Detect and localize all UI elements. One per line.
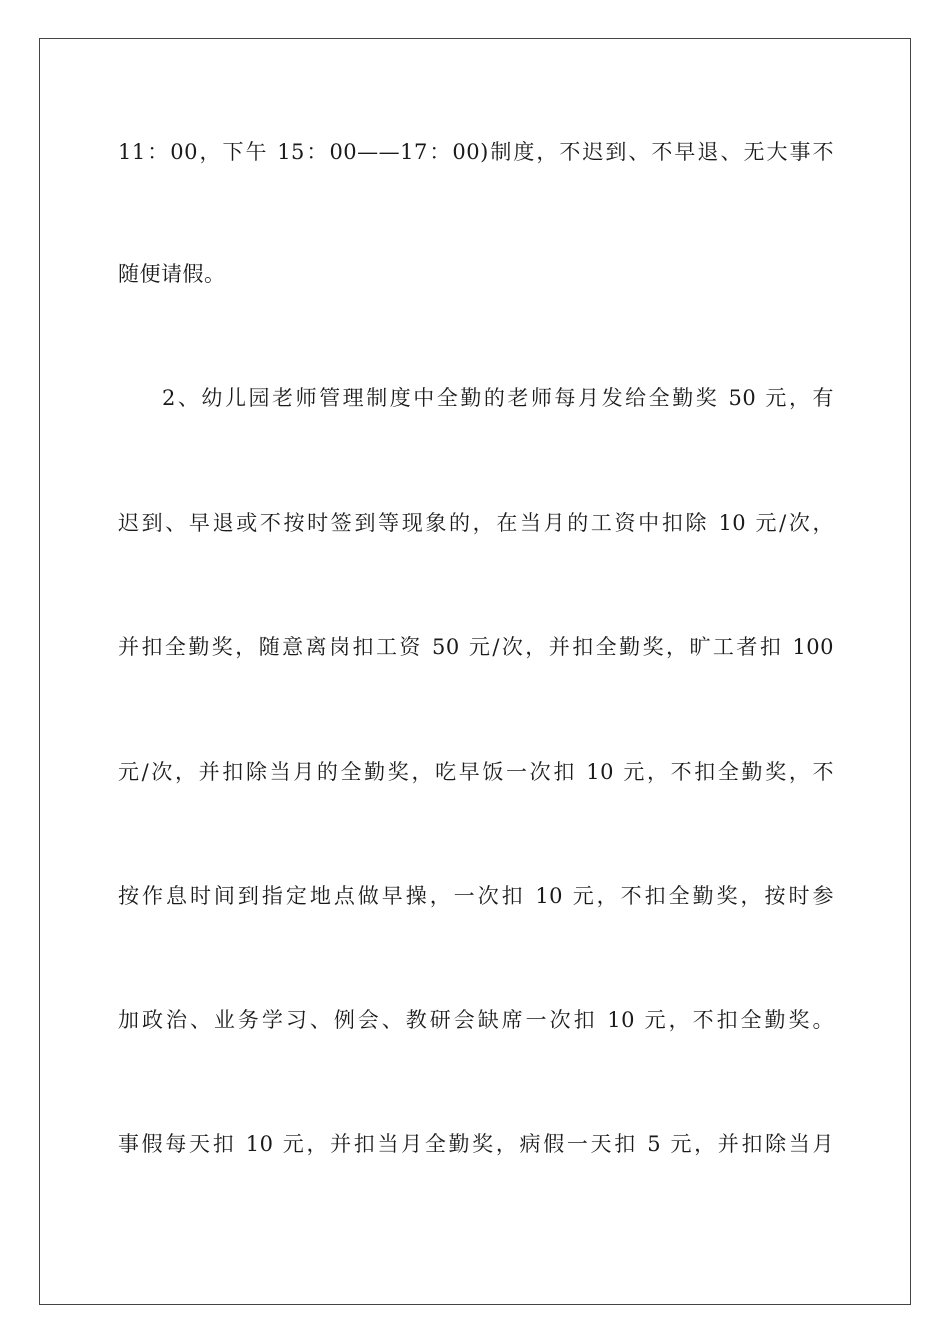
page-border (39, 38, 911, 1305)
text-line-7: 按作息时间到指定地点做早操，一次扣 10 元，不扣全勤奖，按时参 (118, 884, 834, 908)
text-line-6: 元/次，并扣除当月的全勤奖，吃早饭一次扣 10 元，不扣全勤奖，不 (118, 760, 834, 784)
text-line-8: 加政治、业务学习、例会、教研会缺席一次扣 10 元，不扣全勤奖。 (118, 1008, 834, 1032)
text-line-4: 迟到、早退或不按时签到等现象的，在当月的工资中扣除 10 元/次， (118, 511, 834, 535)
text-line-1: 11：00，下午 15：00——17：00)制度，不迟到、不早退、无大事不 (118, 140, 834, 164)
text-line-9: 事假每天扣 10 元，并扣当月全勤奖，病假一天扣 5 元，并扣除当月 (118, 1132, 834, 1156)
text-line-2: 随便请假。 (118, 262, 226, 286)
text-line-5: 并扣全勤奖，随意离岗扣工资 50 元/次，并扣全勤奖，旷工者扣 100 (118, 635, 834, 659)
text-line-3: 2、幼儿园老师管理制度中全勤的老师每月发给全勤奖 50 元，有 (162, 386, 834, 410)
